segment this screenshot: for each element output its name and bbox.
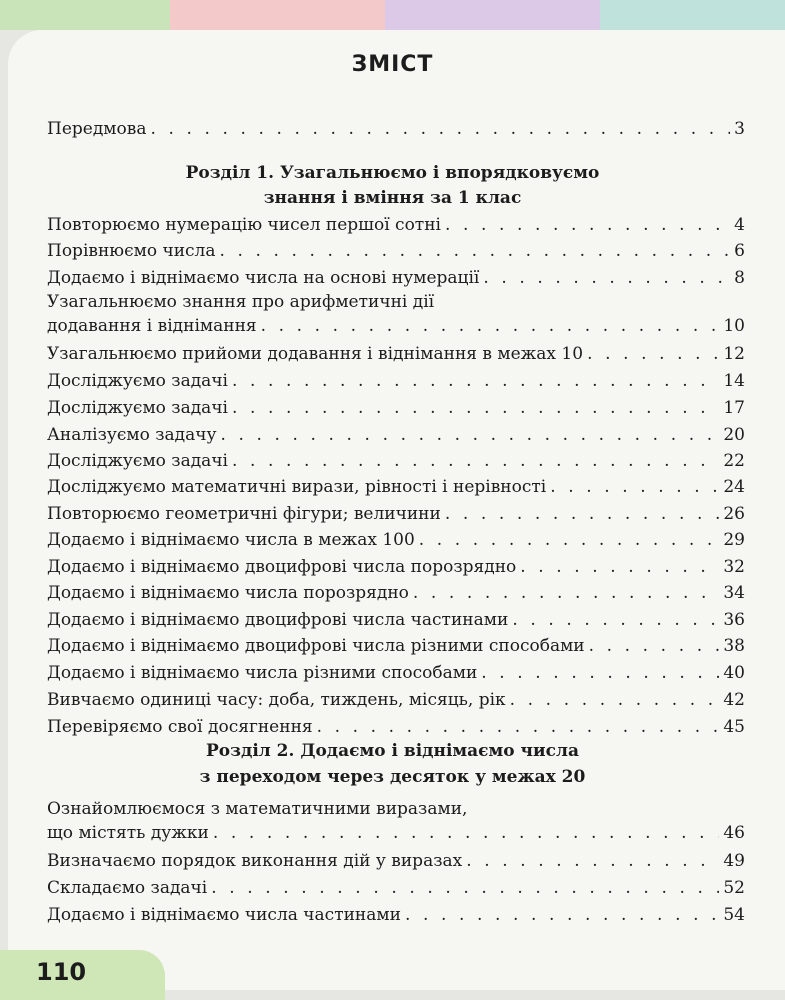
toc-entry-page: 40 [723, 663, 745, 683]
toc-entry[interactable] [47, 339, 745, 365]
toc-leader-dots [232, 450, 719, 472]
toc-entry[interactable] [47, 605, 745, 631]
toc-entry-label: Досліджуємо задачі [47, 451, 228, 471]
toc-entry-label: Додаємо і віднімаємо числа частинами [47, 905, 401, 925]
page-number: 110 [36, 958, 87, 986]
toc-entry-page: 42 [723, 690, 745, 710]
toc-leader-dots [419, 529, 720, 551]
toc-entry-page: 32 [723, 557, 745, 577]
toc-entry[interactable] [47, 263, 745, 289]
toc-entry[interactable] [47, 210, 745, 236]
toc-entry[interactable] [47, 420, 745, 446]
toc-entry-page: 46 [723, 823, 745, 843]
toc-leader-dots [445, 503, 720, 525]
toc-leader-dots [413, 582, 719, 604]
toc-entry[interactable] [47, 578, 745, 604]
toc-entry-label: що містять дужки [47, 823, 209, 843]
toc-entry-label: Повторюємо нумерацію чисел першої сотні [47, 215, 441, 235]
toc-leader-dots [550, 476, 719, 498]
toc-entry-preface[interactable] [47, 114, 745, 140]
toc-entry[interactable] [47, 393, 745, 419]
toc-leader-dots [466, 850, 719, 872]
toc-entry[interactable] [47, 499, 745, 525]
toc-leader-dots [510, 689, 720, 711]
toc-entry[interactable] [47, 552, 745, 578]
toc-entry-label: додавання і віднімання [47, 316, 257, 336]
toc-entry-label: Передмова [47, 119, 147, 139]
section-2-heading-line1: Розділ 2. Додаємо і віднімаємо числа [206, 741, 579, 761]
toc-entry-page: 36 [723, 610, 745, 630]
toc-entry[interactable] [47, 846, 745, 872]
toc-leader-dots [261, 315, 720, 337]
toc-leader-dots [232, 397, 719, 419]
toc-entry-page: 10 [723, 316, 745, 336]
toc-entry-label: Повторюємо геометричні фігури; величини [47, 504, 441, 524]
toc-entry-page: 26 [723, 504, 745, 524]
toc-entry-label: Додаємо і віднімаємо числа різними способами [47, 663, 478, 683]
section-1-heading-line1: Розділ 1. Узагальнюємо і впорядковуємо [185, 163, 600, 183]
toc-entry-label: Додаємо і віднімаємо двоцифрові числа частинами [47, 610, 509, 630]
toc-entry[interactable] [47, 446, 745, 472]
toc-entry[interactable] [47, 685, 745, 711]
toc-entry[interactable] [47, 631, 745, 657]
top-color-band [0, 0, 785, 30]
toc-leader-dots [481, 662, 719, 684]
toc-leader-dots [445, 214, 730, 236]
toc-entry[interactable] [47, 366, 745, 392]
toc-entry-label: Складаємо задачі [47, 878, 208, 898]
toc-entry-page: 24 [723, 477, 745, 497]
toc-entry[interactable] [47, 525, 745, 551]
toc-entry-label: Узагальнюємо прийоми додавання і віднімання в межах 10 [47, 344, 584, 364]
toc-entry-label: Додаємо і віднімаємо числа в межах 100 [47, 530, 415, 550]
toc-entry-page: 17 [723, 398, 745, 418]
toc-entry-label: Додаємо і віднімаємо числа на основі нумерації [47, 268, 480, 288]
toc-entry-label: Аналізуємо задачу [47, 425, 217, 445]
toc-entry-label: Вивчаємо одиниці часу: доба, тиждень, місяць, рік [47, 690, 506, 710]
toc-entry-page: 29 [723, 530, 745, 550]
toc-entry[interactable] [47, 873, 745, 899]
toc-entry-page: 34 [723, 583, 745, 603]
toc-entry-label: Порівнюємо числа [47, 241, 216, 261]
toc-entry-page: 20 [723, 425, 745, 445]
toc-entry-label: Визначаємо порядок виконання дій у виразах [47, 851, 463, 871]
toc-leader-dots [213, 822, 719, 844]
toc-leader-dots [232, 370, 719, 392]
toc-entry-page: 12 [723, 344, 745, 364]
toc-leader-dots [405, 904, 719, 926]
toc-entry-label-line1: Узагальнюємо знання про арифметичні дії [47, 292, 435, 312]
toc-entry[interactable] [47, 900, 745, 926]
toc-leader-dots [220, 240, 731, 262]
toc-entry[interactable] [47, 712, 745, 738]
toc-entry[interactable] [47, 311, 745, 337]
toc-leader-dots [587, 343, 719, 365]
toc-entry[interactable] [47, 818, 745, 844]
toc-entry-page: 8 [734, 268, 745, 288]
toc-entry-page: 4 [734, 215, 745, 235]
toc-entry[interactable] [47, 658, 745, 684]
toc-entry[interactable] [47, 236, 745, 262]
toc-entry-label: Перевіряємо свої досягнення [47, 717, 313, 737]
toc-leader-dots [317, 716, 720, 738]
toc-leader-dots [211, 877, 719, 899]
toc-entry-label: Досліджуємо математичні вирази, рівності і нерівності [47, 477, 547, 497]
toc-entry-page: 38 [723, 636, 745, 656]
toc-entry-page: 14 [723, 371, 745, 391]
toc-entry-label-line1: Ознайомлюємося з математичними виразами, [47, 799, 468, 819]
toc-entry-page: 45 [723, 717, 745, 737]
toc-entry-label: Додаємо і віднімаємо числа порозрядно [47, 583, 409, 603]
section-2-heading-line2: з переходом через десяток у межах 20 [199, 767, 586, 787]
toc-entry-label: Додаємо і віднімаємо двоцифрові числа порозрядно [47, 557, 517, 577]
section-1-heading-line2: знання і вміння за 1 клас [263, 188, 522, 208]
toc-entry-page: 3 [734, 119, 745, 139]
toc-entry[interactable] [47, 472, 745, 498]
page-title: ЗМІСТ [351, 52, 434, 77]
toc-entry-page: 54 [723, 905, 745, 925]
toc-entry-page: 49 [723, 851, 745, 871]
toc-leader-dots [221, 424, 720, 446]
toc-leader-dots [512, 609, 719, 631]
toc-entry-page: 22 [723, 451, 745, 471]
toc-entry-label: Досліджуємо задачі [47, 398, 228, 418]
toc-leader-dots [520, 556, 719, 578]
toc-leader-dots [589, 635, 720, 657]
toc-entry-page: 52 [723, 878, 745, 898]
toc-entry-label: Додаємо і віднімаємо двоцифрові числа різними способами [47, 636, 585, 656]
toc-entry-label: Досліджуємо задачі [47, 371, 228, 391]
toc-leader-dots [150, 118, 730, 140]
toc-entry-page: 6 [734, 241, 745, 261]
toc-leader-dots [483, 267, 730, 289]
